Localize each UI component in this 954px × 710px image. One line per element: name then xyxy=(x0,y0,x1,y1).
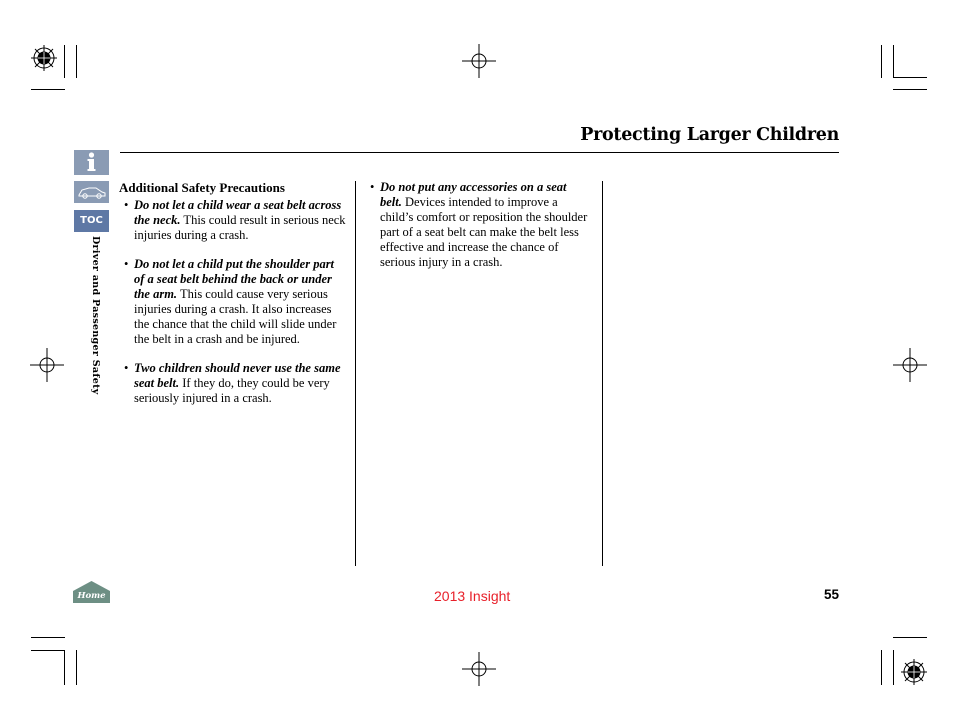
column-divider xyxy=(355,181,356,566)
crosshair-left-icon xyxy=(30,348,64,382)
bullet-text: This could result in serious neck injuries during a crash. xyxy=(134,213,346,242)
bullet-lead: Do not put any accessories on a seat belt. xyxy=(380,180,567,209)
footer-model-name[interactable]: 2013 Insight xyxy=(434,588,511,604)
section-label: Driver and Passenger Safety xyxy=(90,236,101,395)
registration-mark-bottom-right-icon xyxy=(900,658,928,686)
list-item xyxy=(119,257,347,347)
crosshair-right-icon xyxy=(893,348,927,382)
list-item xyxy=(119,198,347,243)
registration-mark-top-left-icon xyxy=(30,44,58,72)
home-button[interactable] xyxy=(73,580,110,604)
crosshair-top-icon xyxy=(462,44,496,78)
car-icon xyxy=(74,181,109,203)
bullet-icon: • xyxy=(124,361,129,375)
info-button[interactable] xyxy=(74,150,109,175)
bullet-icon: • xyxy=(124,198,129,212)
home-icon xyxy=(73,580,110,604)
bullet-lead: Do not let a child wear a seat belt across the neck. xyxy=(134,198,342,227)
bullet-text: Devices intended to improve a child’s comfort or reposition the shoulder part of a seat belt can make the belt less effective and increase the chance of serious injury in a crash. xyxy=(380,195,588,269)
bullet-icon: • xyxy=(124,257,129,271)
bullet-lead: Do not let a child put the shoulder part of a seat belt behind the back or under the arm. xyxy=(134,257,335,301)
section-heading: Additional Safety Precautions xyxy=(119,180,285,195)
home-label: Home xyxy=(77,591,106,601)
vehicle-button[interactable] xyxy=(74,181,109,203)
crosshair-bottom-icon xyxy=(462,652,496,686)
toc-button[interactable]: TOC xyxy=(74,210,109,232)
content-column-1 xyxy=(119,180,347,420)
column-divider xyxy=(602,181,603,566)
bullet-text: This could cause very serious injuries during a crash. It also increases the chance that the child will slide under the belt in a crash and be injured. xyxy=(134,287,337,346)
list-item xyxy=(368,180,588,270)
info-icon xyxy=(74,150,109,175)
bullet-text: If they do, they could be very seriously injured in a crash. xyxy=(134,376,330,405)
list-item xyxy=(119,361,347,406)
bullet-icon: • xyxy=(370,180,375,194)
content-column-2 xyxy=(368,180,588,284)
page-title: Protecting Larger Children xyxy=(580,125,839,145)
page-number: 55 xyxy=(823,587,839,602)
title-divider xyxy=(120,152,839,153)
bullet-lead: Two children should never use the same seat belt. xyxy=(134,361,341,390)
